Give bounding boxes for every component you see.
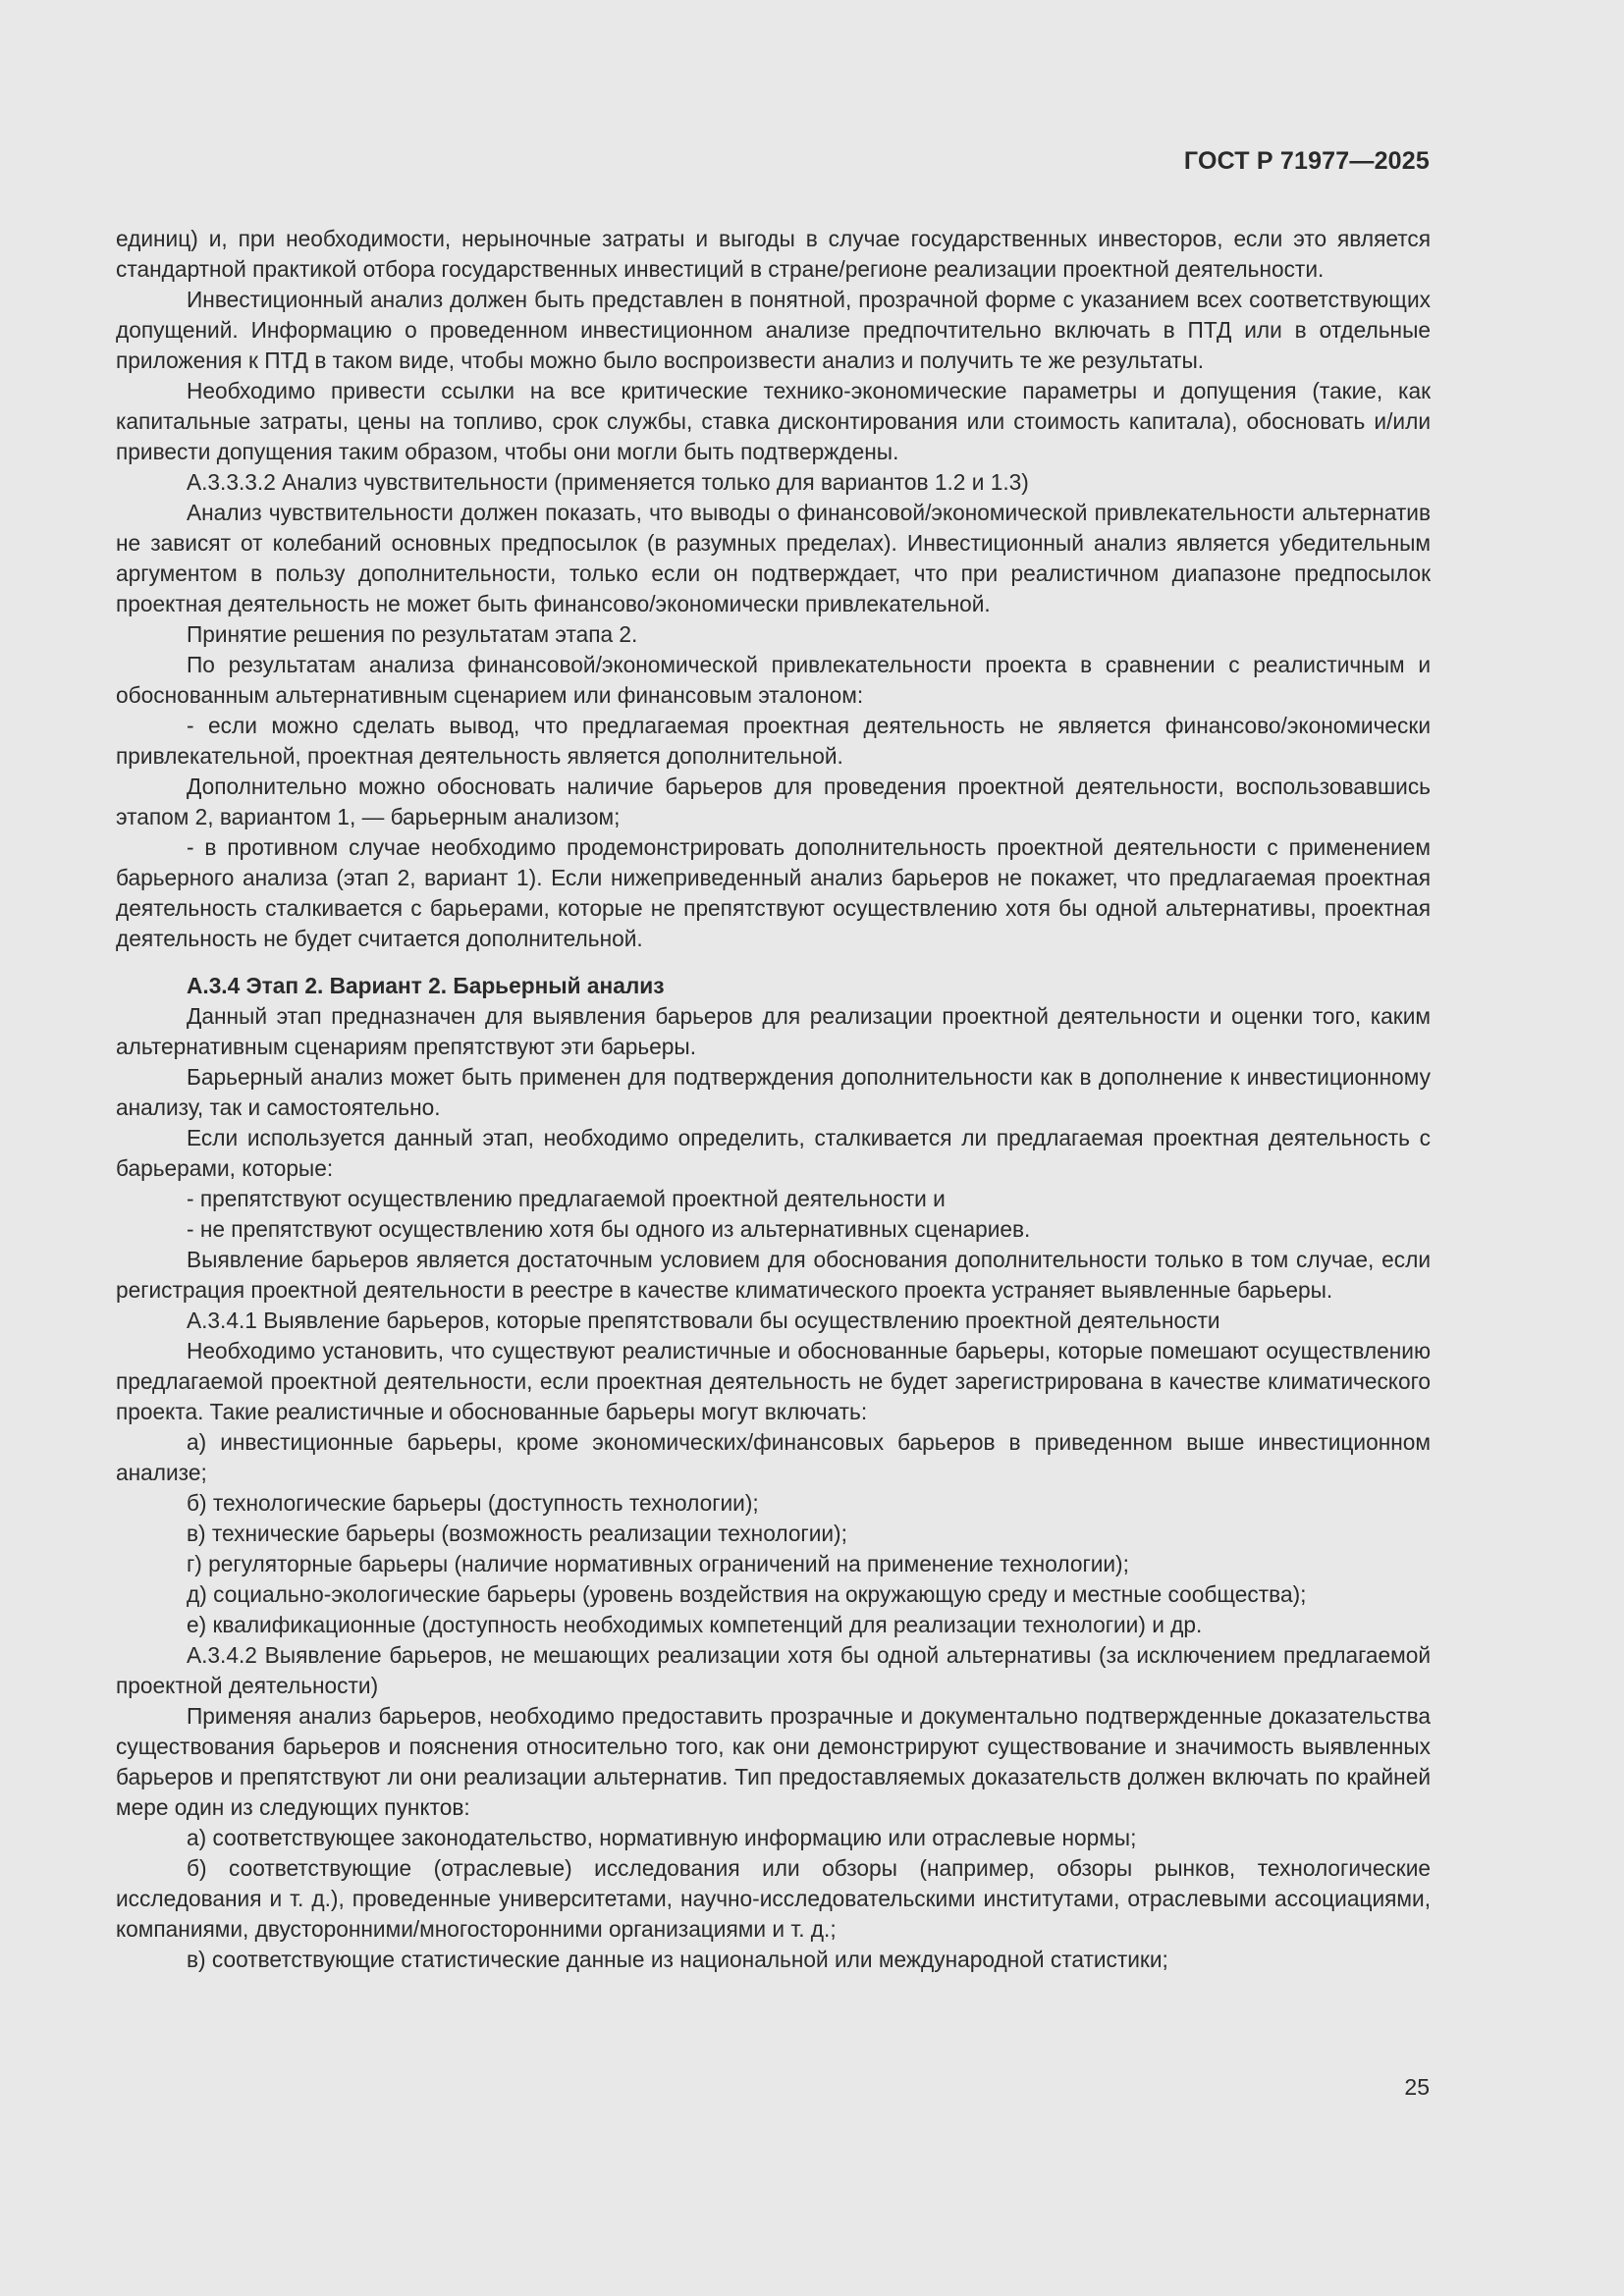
list-item: в) технические барьеры (возможность реализации технологии); [187, 1521, 847, 1546]
subsection-title: А.3.3.3.2 Анализ чувствительности (применяется только для вариантов 1.2 и 1.3) [187, 469, 1029, 495]
document-standard-id: ГОСТ Р 71977—2025 [1183, 147, 1430, 175]
list-item: в) соответствующие статистические данные из национальной или международной статистики; [187, 1947, 1168, 1972]
list-item: г) регуляторные барьеры (наличие нормативных ограничений на применение технологии); [187, 1551, 1129, 1576]
paragraph: Барьерный анализ может быть применен для подтверждения дополнительности как в дополнение к инвестиционному анализу, так и самостоятельно. [116, 1064, 1431, 1120]
list-item: - в противном случае необходимо продемонстрировать дополнительность проектной деятельности с применением барьерного анализа (этап 2, вариант 1). Если нижеприведенный анализ барьеров не покажет, что предлагаемая проектная деятельность сталкивается с барьерами, которые не препятствуют осуществлению хотя бы одной альтернативы, проектная деятельность не будет считается дополнительной. [116, 834, 1431, 951]
subsection-title: А.3.4.1 Выявление барьеров, которые препятствовали бы осуществлению проектной деятельности [187, 1308, 1220, 1333]
paragraph: Если используется данный этап, необходимо определить, сталкивается ли предлагаемая проектная деятельность с барьерами, которые: [116, 1125, 1431, 1181]
paragraph: Необходимо привести ссылки на все критические технико-экономические параметры и допущения (такие, как капитальные затраты, цены на топливо, срок службы, ставка дисконтирования или стоимость капитала), обосновать и/или привести допущения таким образом, чтобы они могли быть подтверждены. [116, 378, 1431, 464]
list-item: - если можно сделать вывод, что предлагаемая проектная деятельность не является финансово/экономически привлекательной, проектная деятельность является дополнительной. [116, 713, 1431, 769]
paragraph: Инвестиционный анализ должен быть представлен в понятной, прозрачной форме с указанием всех соответствующих допущений. Информацию о проведенном инвестиционном анализе предпочтительно включать в ПТД или в отдельные приложения к ПТД в таком виде, чтобы можно было воспроизвести анализ и получить те же результаты. [116, 287, 1431, 373]
list-item: - препятствуют осуществлению предлагаемой проектной деятельности и [187, 1186, 946, 1211]
paragraph: Выявление барьеров является достаточным условием для обоснования дополнительности только в том случае, если регистрация проектной деятельности в реестре в качестве климатического проекта устраняет выявленные барьеры. [116, 1247, 1431, 1303]
list-item: а) инвестиционные барьеры, кроме экономических/финансовых барьеров в приведенном выше инвестиционном анализе; [116, 1429, 1431, 1485]
document-body [116, 224, 1431, 1975]
paragraph: единиц) и, при необходимости, нерыночные затраты и выгоды в случае государственных инвесторов, если это является стандартной практикой отбора государственных инвестиций в стране/регионе реализации проектной деятельности. [116, 226, 1431, 282]
list-item: д) социально-экологические барьеры (уровень воздействия на окружающую среду и местные сообщества); [187, 1581, 1307, 1607]
page-number: 25 [1404, 2074, 1430, 2100]
paragraph: По результатам анализа финансовой/экономической привлекательности проекта в сравнении с реалистичным и обоснованным альтернативным сценарием или финансовым эталоном: [116, 652, 1431, 708]
paragraph: Необходимо установить, что существуют реалистичные и обоснованные барьеры, которые помешают осуществлению предлагаемой проектной деятельности, если проектная деятельность не будет зарегистрирована в качестве климатического проекта. Такие реалистичные и обоснованные барьеры могут включать: [116, 1338, 1431, 1424]
paragraph: Анализ чувствительности должен показать, что выводы о финансовой/экономической привлекательности альтернатив не зависят от колебаний основных предпосылок (в разумных пределах). Инвестиционный анализ является убедительным аргументом в пользу дополнительности, только если он подтверждает, что при реалистичном диапазоне предпосылок проектная деятельность не может быть финансово/экономически привлекательной. [116, 500, 1431, 616]
paragraph: Принятие решения по результатам этапа 2. [187, 621, 638, 647]
list-item: б) соответствующие (отраслевые) исследования или обзоры (например, обзоры рынков, технологические исследования и т. д.), проведенные университетами, научно-исследовательскими институтами, отраслевыми ассоциациями, компаниями, двусторонними/многосторонними организациями и т. д.; [116, 1855, 1431, 1942]
paragraph: Дополнительно можно обосновать наличие барьеров для проведения проектной деятельности, воспользовавшись этапом 2, вариантом 1, — барьерным анализом; [116, 774, 1431, 829]
paragraph: Применяя анализ барьеров, необходимо предоставить прозрачные и документально подтвержденные доказательства существования барьеров и пояснения относительно того, как они демонстрируют существование и значимость выявленных барьеров и препятствуют ли они реализации альтернатив. Тип предоставляемых доказательств должен включать по крайней мере один из следующих пунктов: [116, 1703, 1431, 1820]
section-heading: А.3.4 Этап 2. Вариант 2. Барьерный анализ [187, 973, 665, 998]
list-item: а) соответствующее законодательство, нормативную информацию или отраслевые нормы; [187, 1825, 1137, 1850]
paragraph: Данный этап предназначен для выявления барьеров для реализации проектной деятельности и оценки того, каким альтернативным сценариям препятствуют эти барьеры. [116, 1003, 1431, 1059]
list-item: б) технологические барьеры (доступность технологии); [187, 1490, 759, 1516]
subsection-title: А.3.4.2 Выявление барьеров, не мешающих реализации хотя бы одной альтернативы (за исключением предлагаемой проектной деятельности) [116, 1642, 1431, 1698]
list-item: - не препятствуют осуществлению хотя бы одного из альтернативных сценариев. [187, 1216, 1031, 1242]
list-item: е) квалификационные (доступность необходимых компетенций для реализации технологии) и др. [187, 1612, 1203, 1637]
